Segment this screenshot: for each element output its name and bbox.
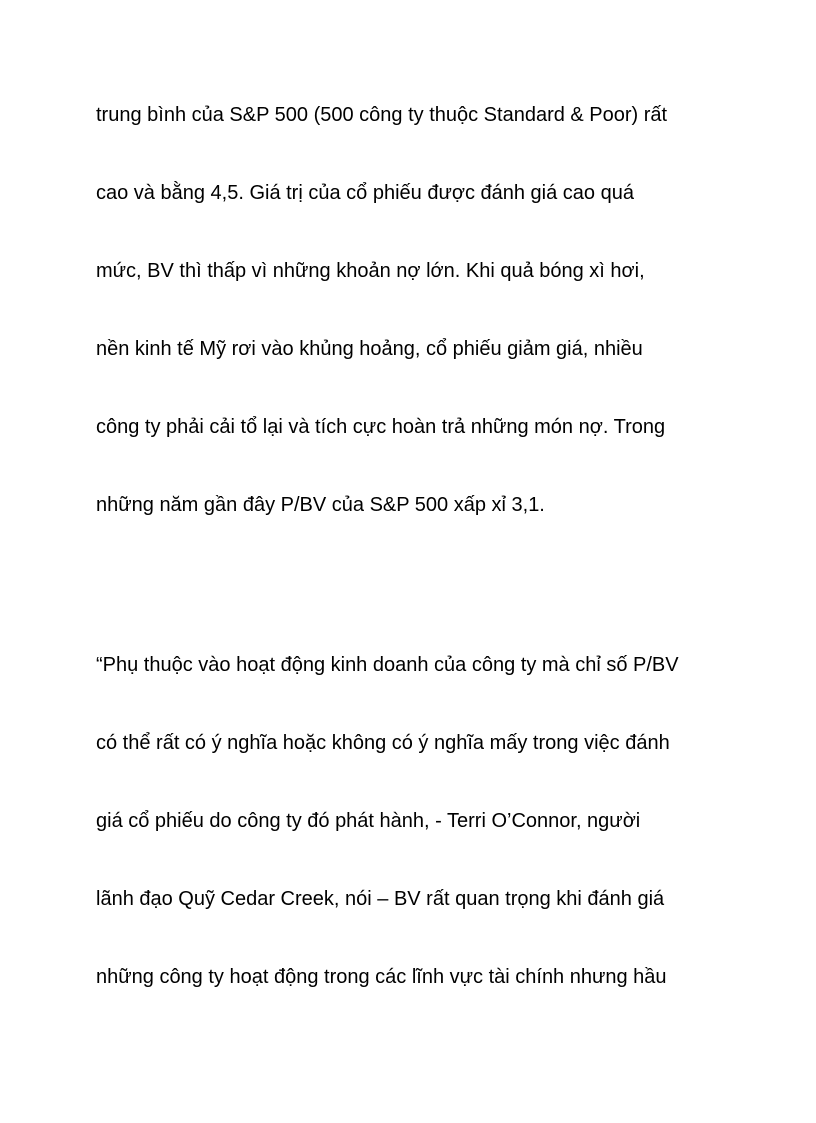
paragraph-1-line-6: những năm gần đây P/BV của S&P 500 xấp xỉ 3,1. <box>96 494 545 516</box>
paragraph-2-line-1: “Phụ thuộc vào hoạt động kinh doanh của công ty mà chỉ số P/BV <box>96 654 679 676</box>
paragraph-2-line-5: những công ty hoạt động trong các lĩnh vực tài chính nhưng hầu <box>96 966 667 988</box>
paragraph-2-line-2: có thể rất có ý nghĩa hoặc không có ý nghĩa mấy trong việc đánh <box>96 732 670 754</box>
paragraph-1-line-5: công ty phải cải tổ lại và tích cực hoàn trả những món nợ. Trong <box>96 416 666 438</box>
paragraph-1-line-1: trung bình của S&P 500 (500 công ty thuộc Standard & Poor) rất <box>96 104 668 126</box>
paragraph-1-line-2: cao và bằng 4,5. Giá trị của cổ phiếu được đánh giá cao quá <box>96 182 634 204</box>
paragraph-2-line-4: lãnh đạo Quỹ Cedar Creek, nói – BV rất quan trọng khi đánh giá <box>96 888 665 910</box>
paragraph-1-line-3: mức, BV thì thấp vì những khoản nợ lớn. Khi quả bóng xì hơi, <box>96 260 645 282</box>
paragraph-1-line-4: nền kinh tế Mỹ rơi vào khủng hoảng, cổ phiếu giảm giá, nhiều <box>96 338 643 360</box>
paragraph-2-line-3: giá cổ phiếu do công ty đó phát hành, - Terri O’Connor, người <box>96 810 641 832</box>
